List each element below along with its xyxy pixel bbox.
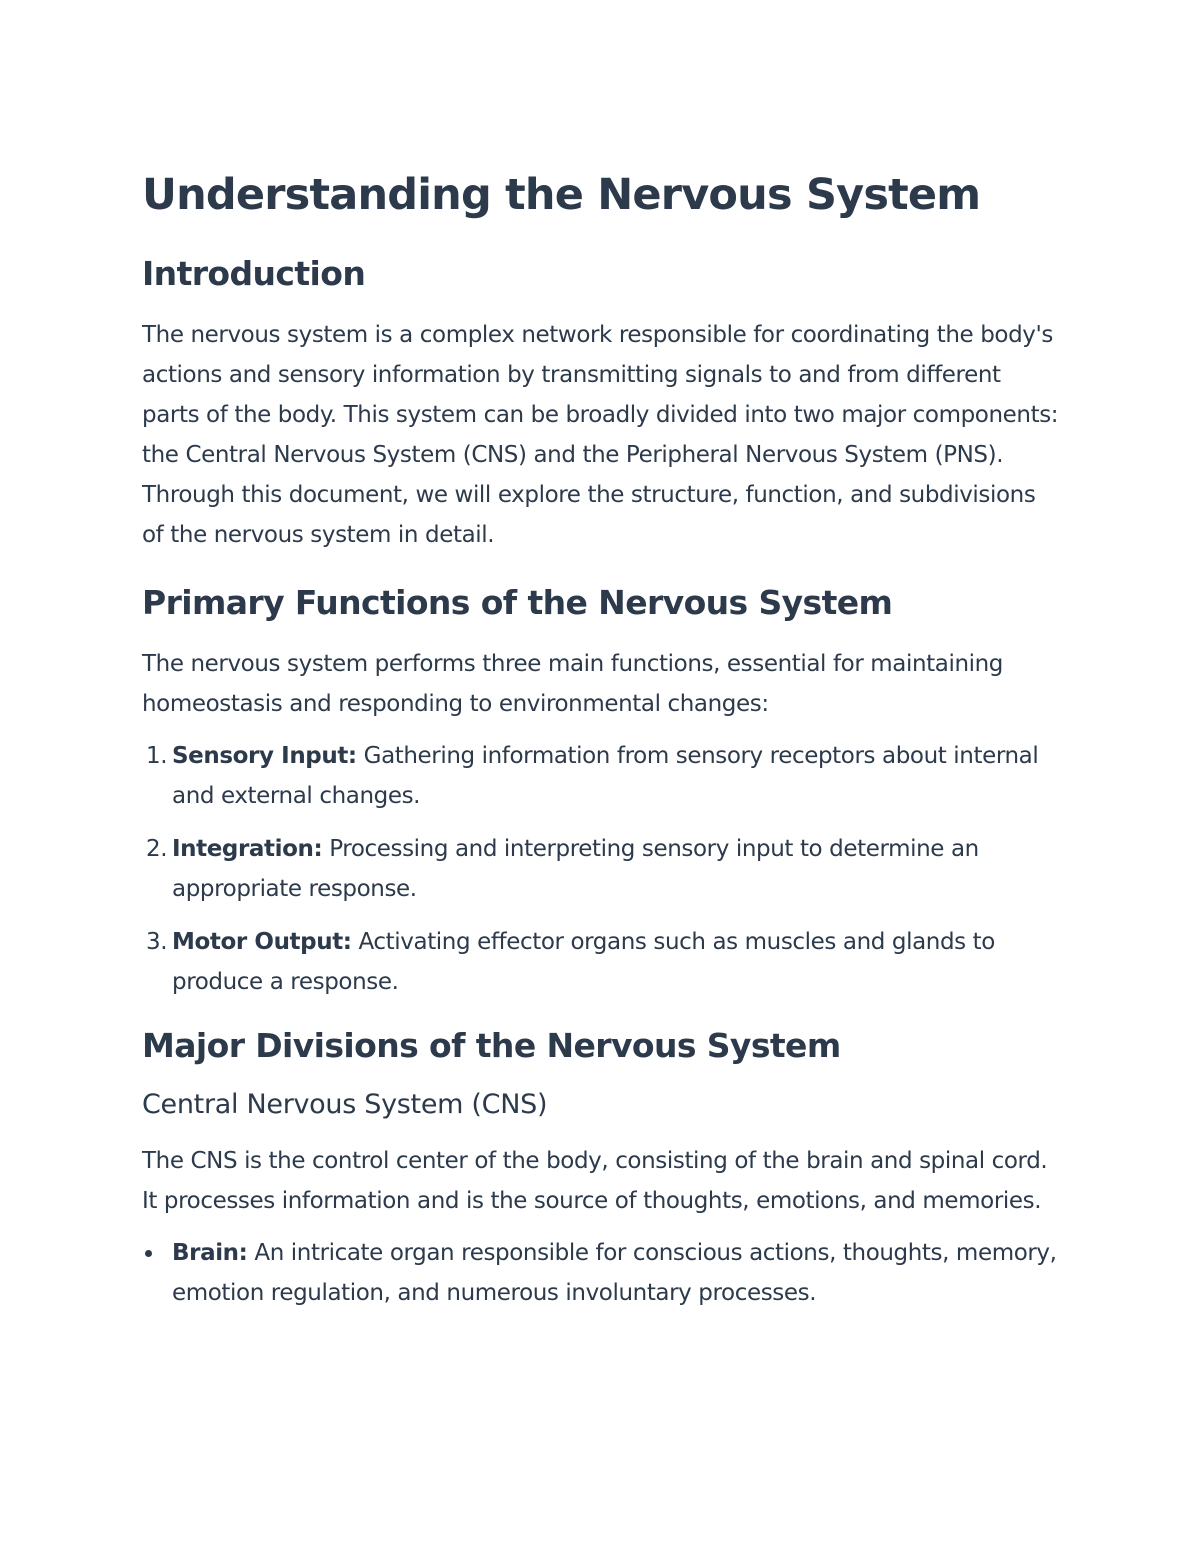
cns-list xyxy=(142,1233,1062,1313)
list-term: Brain: xyxy=(172,1240,248,1266)
bullet-icon xyxy=(145,1250,152,1257)
list-term: Motor Output: xyxy=(172,929,352,955)
list-number: 3. xyxy=(146,929,168,955)
cns-subheading: Central Nervous System (CNS) xyxy=(142,1089,548,1120)
major-divisions-heading: Major Divisions of the Nervous System xyxy=(142,1026,841,1065)
list-item xyxy=(142,736,1062,816)
list-text: An intricate organ responsible for conscious actions, thoughts, memory, emotion regulation, and numerous involuntary processes. xyxy=(172,1240,1057,1306)
list-number: 1. xyxy=(146,743,168,769)
document-title: Understanding the Nervous System xyxy=(142,170,981,220)
introduction-paragraph: The nervous system is a complex network responsible for coordinating the body's actions and sensory information by transmitting signals to and from different parts of the body. This system can be broadly divided into two major components: the Central Nervous System (CNS) and the Peripheral Nervous System (PNS). Through this document, we will explore the structure, function, and subdivisions of the nervous system in detail. xyxy=(142,322,1059,548)
primary-functions-heading: Primary Functions of the Nervous System xyxy=(142,583,893,622)
list-item xyxy=(142,1233,1062,1313)
list-item xyxy=(142,829,1062,909)
cns-paragraph: The CNS is the control center of the body, consisting of the brain and spinal cord. It processes information and is the source of thoughts, emotions, and memories. xyxy=(142,1148,1048,1214)
primary-functions-paragraph: The nervous system performs three main functions, essential for maintaining homeostasis and responding to environmental changes: xyxy=(142,651,1004,717)
list-text: Activating effector organs such as muscles and glands to produce a response. xyxy=(172,929,995,995)
list-text: Gathering information from sensory receptors about internal and external changes. xyxy=(172,743,1039,809)
list-term: Sensory Input: xyxy=(172,743,357,769)
list-number: 2. xyxy=(146,836,168,862)
primary-functions-list xyxy=(142,736,1062,1002)
introduction-heading: Introduction xyxy=(142,254,366,293)
list-term: Integration: xyxy=(172,836,323,862)
list-item xyxy=(142,922,1062,1002)
document-page xyxy=(142,168,1062,1326)
list-text: Processing and interpreting sensory input to determine an appropriate response. xyxy=(172,836,979,902)
